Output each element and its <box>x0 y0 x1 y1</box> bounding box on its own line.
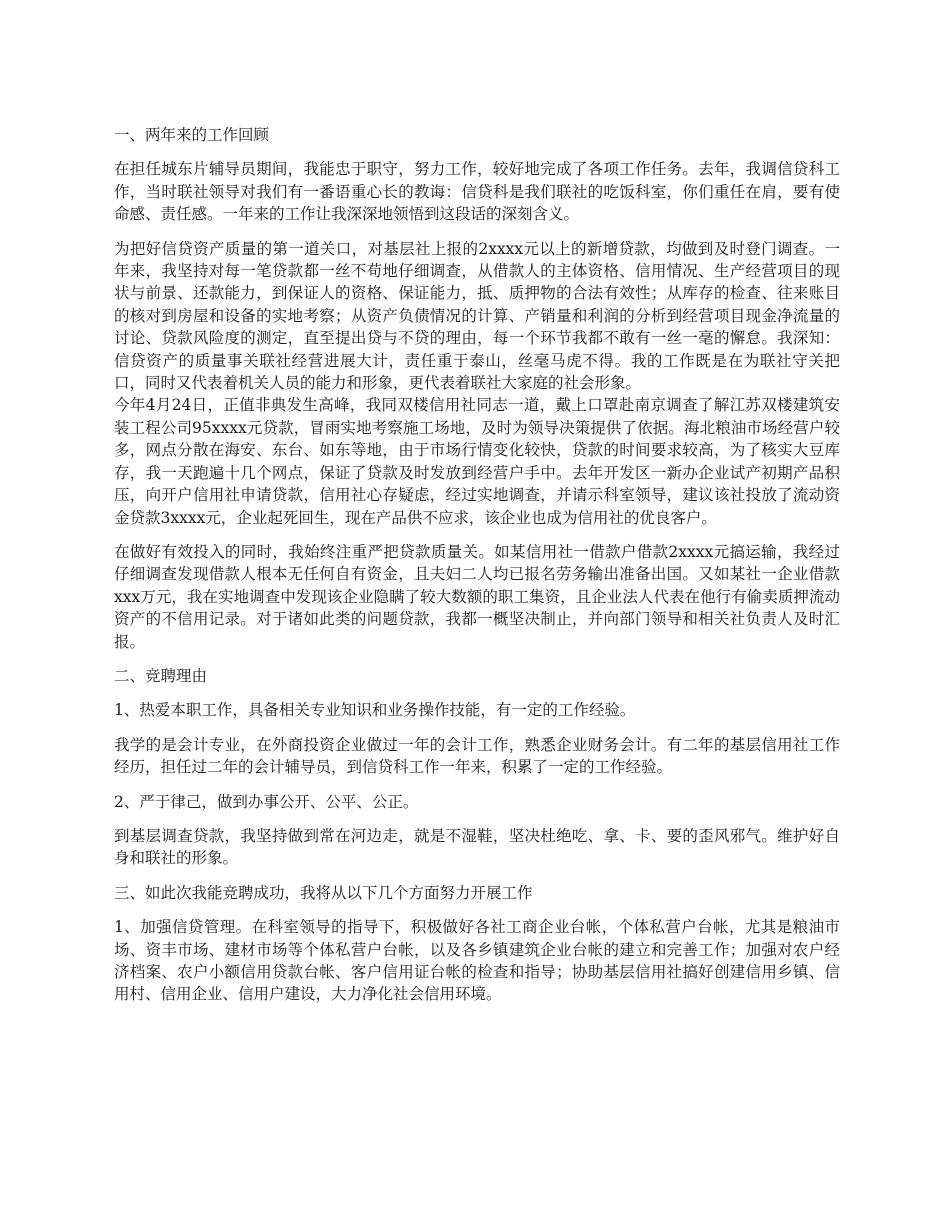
section-heading-review: 一、两年来的工作回顾 <box>114 126 270 144</box>
paragraph-reason-2: 2、严于律己，做到办事公开、公平、公正。 <box>114 792 419 811</box>
document-page <box>114 124 840 1018</box>
paragraph-review-cases: 今年4月24日，正值非典发生高峰，我同双楼信用社同志一道，戴上口罩赴南京调查了解江苏双楼建筑安装工程公司95xxxx元贷款，冒雨实地考察施工场地，及时为领导决策提供了依据。海北粮油市场经营户较多，网点分散在海安、东台、如东等地，由于市场行情变化较快，贷款的时间要求较高，为了核实大豆库存，我一天跑遍十几个网点，保证了贷款及时发放到经营户手中。去年开发区一新办企业试产初期产品积压，向开户信用社申请贷款，信用社心存疑虑，经过实地调查，并请示科室领导，建议该社投放了流动资金贷款3xxxx元，企业起死回生，现在产品供不应求，该企业也成为信用社的优良客户。 <box>114 396 840 527</box>
paragraph-review-quality: 为把好信贷资产质量的第一道关口，对基层社上报的2xxxx元以上的新增贷款，均做到及时登门调查。一年来，我坚持对每一笔贷款都一丝不苟地仔细调查，从借款人的主体资格、信用情况、生产经营项目的现状与前景、还款能力，到保证人的资格、保证能力，抵、质押物的合法有效性；从库存的检查、往来账目的核对到房屋和设备的实地考察；从资产负债情况的计算、产销量和利润的分析到经营项目现金净流量的讨论、贷款风险度的测定，直至提出贷与不贷的理由，每一个环节我都不敢有一丝一毫的懈怠。我深知：信贷资产的质量事关联社经营进展大计，责任重于泰山，丝毫马虎不得。我的工作既是在为联社守关把口，同时又代表着机关人员的能力和形象，更代表着联社大家庭的社会形象。 <box>114 239 840 393</box>
paragraph-plan-1: 1、加强信贷管理。在科室领导的指导下，积极做好各社工商企业台帐，个体私营户台帐，尤其是粮油市场、资丰市场、建材市场等个体私营户台帐，以及各乡镇建筑企业台帐的建立和完善工作；加强对农户经济档案、农户小额信用贷款台帐、客户信用证台帐的检查和指导；协助基层信用社搞好创建信用乡镇、信用村、信用企业、信用户建设，大力净化社会信用环境。 <box>114 918 840 1004</box>
paragraph-reason-1: 1、热爱本职工作，具备相关专业知识和业务操作技能，有一定的工作经验。 <box>114 701 636 720</box>
paragraph-reason-2-detail: 到基层调查贷款，我坚持做到常在河边走，就是不湿鞋，坚决杜绝吃、拿、卡、要的歪风邪气。维护好自身和联社的形象。 <box>114 826 840 868</box>
section-heading-plans: 三、如此次我能竞聘成功，我将从以下几个方面努力开展工作 <box>114 883 533 902</box>
paragraph-review-control: 在做好有效投入的同时，我始终注重严把贷款质量关。如某信用社一借款户借款2xxxx元搞运输，我经过仔细调查发现借款人根本无任何自有资金，且夫妇二人均已报名劳务输出准备出国。又如某社一企业借款xxx万元，我在实地调查中发现该企业隐瞒了较大数额的职工集资，且企业法人代表在他行有偷卖质押流动资产的不信用记录。对于诸如此类的问题贷款，我都一概坚决制止，并向部门领导和相关社负责人及时汇报。 <box>114 542 840 651</box>
paragraph-review-intro: 在担任城东片辅导员期间，我能忠于职守，努力工作，较好地完成了各项工作任务。去年，我调信贷科工作，当时联社领导对我们有一番语重心长的教诲：信贷科是我们联社的吃饭科室，你们重任在肩，要有使命感、责任感。一年来的工作让我深深地领悟到这段话的深刻含义。 <box>114 160 840 224</box>
section-heading-reasons: 二、竞聘理由 <box>114 666 208 685</box>
paragraph-reason-1-detail: 我学的是会计专业，在外商投资企业做过一年的会计工作，熟悉企业财务会计。有二年的基层信用社工作经历，担任过二年的会计辅导员，到信贷科工作一年来，积累了一定的工作经验。 <box>114 735 840 777</box>
